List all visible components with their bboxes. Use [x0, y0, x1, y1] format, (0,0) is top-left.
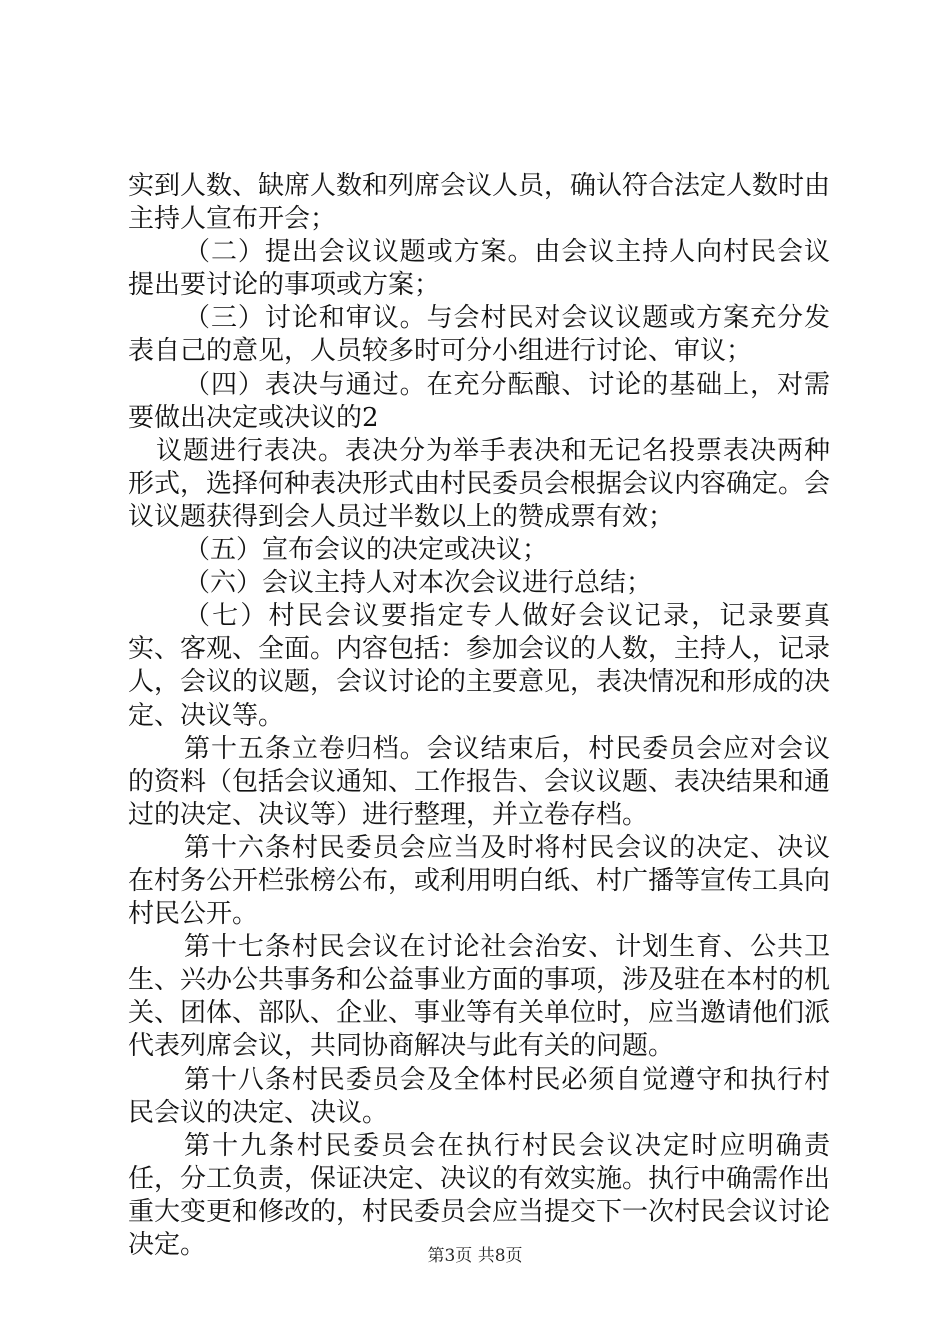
- paragraph: （二）提出会议议题或方案。由会议主持人向村民会议提出要讨论的事项或方案；: [128, 237, 830, 301]
- paragraph: （五）宣布会议的决定或决议；: [184, 535, 549, 566]
- paragraph: （七）村民会议要指定专人做好会议记录，记录要真实、客观、全面。内容包括：参加会议的人数，主持人，记录人，会议的议题，会议讨论的主要意见，表决情况和形成的决定、决议等。: [128, 601, 831, 731]
- paragraph: 第十九条村民委员会在执行村民会议决定时应明确责任，分工负责，保证决定、决议的有效实施。执行中确需作出重大变更和修改的，村民委员会应当提交下一次村民会议讨论决定。: [128, 1130, 831, 1260]
- paragraph: 议题进行表决。表决分为举手表决和无记名投票表决两种形式，选择何种表决形式由村民委员会根据会议内容确定。会议议题获得到会人员过半数以上的赞成票有效；: [128, 435, 831, 532]
- paragraph: （四）表决与通过。在充分酝酿、讨论的基础上，对需要做出决定或决议的2: [128, 369, 830, 433]
- paragraph: 第十七条村民会议在讨论社会治安、计划生育、公共卫生、兴办公共事务和公益事业方面的事项，涉及驻在本村的机关、团体、部队、企业、事业等有关单位时，应当邀请他们派代表列席会议，共同协商解决与此有关的问题。: [128, 932, 831, 1062]
- paragraph: 实到人数、缺席人数和列席会议人员，确认符合法定人数时由主持人宣布开会；: [128, 171, 831, 235]
- page-footer: [0, 1241, 950, 1266]
- paragraph: 第十八条村民委员会及全体村民必须自觉遵守和执行村民会议的决定、决议。: [128, 1064, 830, 1128]
- paragraph: （六）会议主持人对本次会议进行总结；: [184, 568, 653, 599]
- paragraph: 第十六条村民委员会应当及时将村民会议的决定、决议在村务公开栏张榜公布，或利用明白纸、村广播等宣传工具向村民公开。: [128, 832, 831, 930]
- paragraph: （三）讨论和审议。与会村民对会议议题或方案充分发表自己的意见，人员较多时可分小组进行讨论、审议；: [128, 303, 830, 367]
- paragraph: 第十五条立卷归档。会议结束后，村民委员会应对会议的资料（包括会议通知、工作报告、会议议题、表决结果和通过的决定、决议等）进行整理，并立卷存档。: [128, 733, 831, 830]
- page-number-label: 第3页 共8页: [427, 1246, 523, 1266]
- document-body: [128, 170, 830, 1262]
